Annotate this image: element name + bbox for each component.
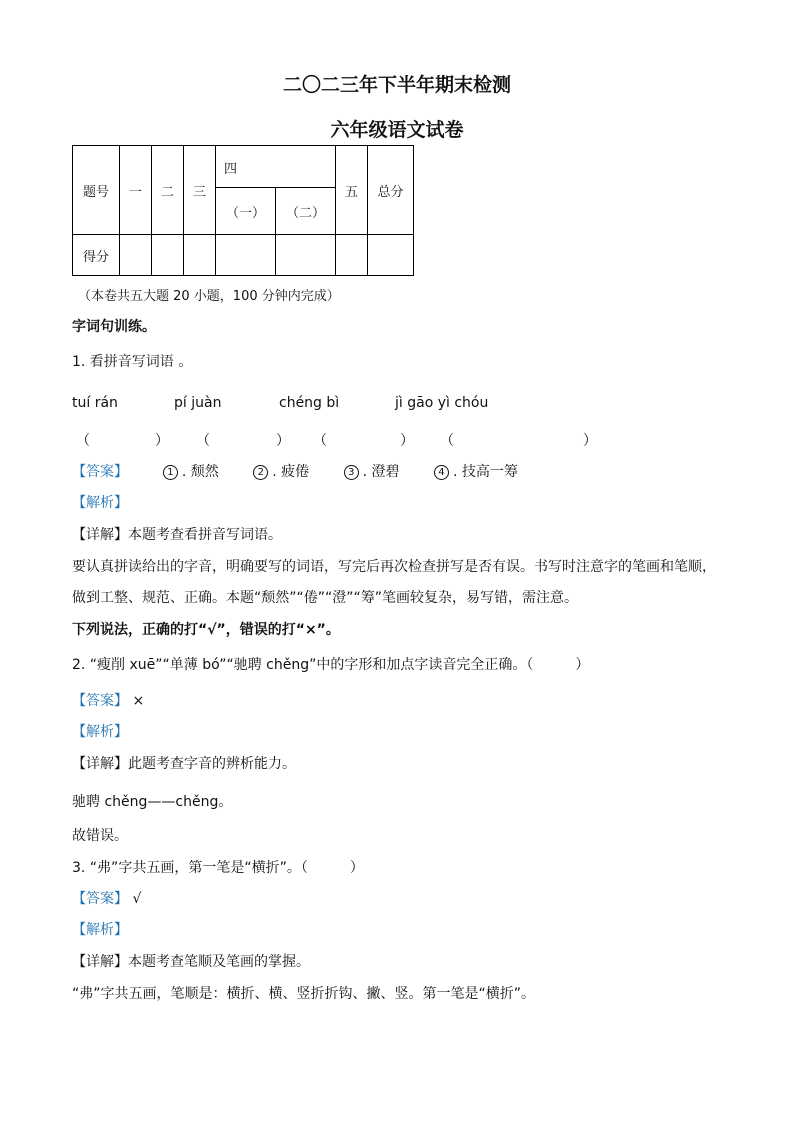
score-table-col4-sub1: （一）	[216, 188, 276, 235]
score-table	[72, 145, 414, 276]
score-cell	[216, 235, 276, 276]
circle-number-icon: 3	[344, 465, 359, 480]
answer-value: ×	[132, 693, 145, 709]
exam-subtitle: 六年级语文试卷	[330, 119, 464, 141]
score-table-col5: 五	[336, 146, 368, 235]
score-table-col3: 三	[184, 146, 216, 235]
blank-open-4: （	[440, 433, 454, 449]
q2-prompt: 2. “瘦削 xuē”“单薄 bó”“驰聘 chěng”中的字形和加点字读音完全正确。（ ）	[72, 657, 590, 673]
circle-number-icon: 4	[434, 465, 449, 480]
exam-note: （本卷共五大题 20 小题，100 分钟内完成）	[78, 289, 340, 304]
q3-prompt: 3. “弗”字共五画，第一笔是“横折”。（ ）	[72, 860, 364, 876]
pinyin-2: pí juàn	[174, 395, 222, 411]
analysis-label: 【解析】	[72, 724, 128, 740]
q3-answer-row	[72, 888, 141, 908]
q1-explain-line2: 做到工整、规范、正确。本题“颓然”“倦”“澄”“筹”笔画较复杂，易写错，需注意。	[72, 590, 579, 606]
answer-label: 【答案】	[72, 693, 128, 709]
q2-line2: 故错误。	[72, 828, 128, 844]
blank-close-3: ）	[400, 433, 414, 449]
score-table-total: 总分	[368, 146, 414, 235]
analysis-label: 【解析】	[72, 922, 128, 938]
blank-close-4: ）	[583, 433, 597, 449]
q2-line1: 驰聘 chěng——chěng。	[72, 794, 233, 810]
circle-number-icon: 1	[163, 465, 178, 480]
q2-detail: 【详解】此题考查字音的辨析能力。	[72, 756, 296, 772]
section1-heading: 字词句训练。	[72, 319, 156, 335]
score-table-score-label: 得分	[73, 235, 120, 276]
score-table-col1: 一	[120, 146, 152, 235]
score-cell	[184, 235, 216, 276]
answer-value: √	[132, 891, 142, 907]
score-table-col4: 四	[216, 146, 336, 188]
q1-prompt: 1. 看拼音写词语 。	[72, 354, 193, 370]
answer-label: 【答案】	[72, 464, 128, 480]
analysis-label: 【解析】	[72, 495, 128, 511]
pinyin-3: chéng bì	[279, 395, 340, 411]
score-cell	[152, 235, 184, 276]
pinyin-1: tuí rán	[72, 395, 118, 411]
q1-detail: 【详解】本题考查看拼音写词语。	[72, 527, 282, 543]
score-cell	[368, 235, 414, 276]
q1-answer-row	[72, 461, 548, 481]
exam-title: 二〇二三年下半年期末检测	[282, 74, 511, 96]
answer-item: 4 . 技高一筹	[434, 464, 518, 480]
blank-open-2: （	[196, 433, 210, 449]
blank-close-1: ）	[155, 433, 169, 449]
pinyin-4: jì gāo yì chóu	[395, 395, 489, 411]
section2-heading: 下列说法，正确的打“√”，错误的打“×”。	[72, 622, 340, 638]
score-table-col2: 二	[152, 146, 184, 235]
answer-item: 2 . 疲倦	[253, 464, 309, 480]
score-cell	[120, 235, 152, 276]
blank-close-2: ）	[276, 433, 290, 449]
blank-open-3: （	[313, 433, 327, 449]
answer-item: 3 . 澄碧	[344, 464, 400, 480]
q1-explain-line1: 要认真拼读给出的字音，明确要写的词语，写完后再次检查拼写是否有误。书写时注意字的笔画和笔顺，	[72, 559, 716, 575]
score-cell	[276, 235, 336, 276]
score-cell	[336, 235, 368, 276]
q3-detail: 【详解】本题考查笔顺及笔画的掌握。	[72, 954, 310, 970]
blank-open-1: （	[76, 433, 90, 449]
answer-item: 1 . 颓然	[163, 464, 219, 480]
circle-number-icon: 2	[253, 465, 268, 480]
answer-label: 【答案】	[72, 891, 128, 907]
score-table-item-label: 题号	[73, 146, 120, 235]
score-table-col4-sub2: （二）	[276, 188, 336, 235]
q3-line1: “弗”字共五画，笔顺是：横折、横、竖折折钩、撇、竖。第一笔是“横折”。	[72, 986, 536, 1002]
q2-answer-row	[72, 690, 144, 710]
